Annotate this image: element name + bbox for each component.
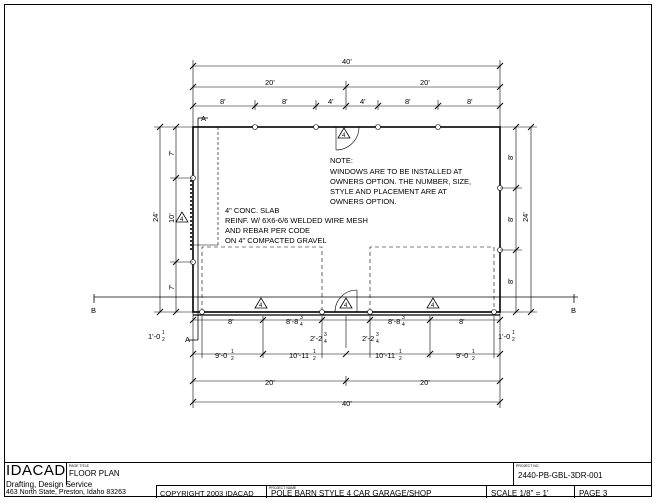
note-line-2: OWNERS OPTION. THE NUMBER, SIZE, [330,177,472,186]
section-mark-b-right: B [571,306,577,315]
bottom-dimensions [193,312,500,408]
door-top [336,127,359,150]
dim-row2-1: 9'-0 [215,351,228,360]
page-title: FLOOR PLAN [69,469,120,478]
frac-edge-right-num: 1 [512,330,515,336]
note-heading: NOTE: [330,156,353,165]
dim-row2-4: 9'-0 [456,351,469,360]
dim-top-seg-6: 8' [467,97,473,106]
page-number-cell [574,485,652,498]
frac-gap-right-num: 3 [376,332,379,338]
page-title-cell [66,463,266,485]
frac-row2-2-num: 1 [313,349,316,355]
dim-left-seg-2: 10' [167,213,176,223]
note-line-1: WINDOWS ARE TO BE INSTALLED AT [330,167,463,176]
dim-left-seg-3: 7' [167,284,176,290]
project-no-label: PROJECT NO. [516,464,540,468]
dim-right-overall: 24' [521,212,530,222]
slab-line-4: ON 4" COMPACTED GRAVEL [225,236,327,245]
project-name-cell [266,485,486,498]
project-name-label: PROJECT NAME [269,486,297,490]
frac-row2-2-den: 2 [313,356,316,362]
dim-top-overall: 40' [342,57,352,66]
dim-top-seg-4: 4' [360,97,366,106]
frac-row2-4-num: 1 [472,349,475,355]
dim-top-seg-5: 8' [405,97,411,106]
dim-right-seg-2: 8' [506,216,515,222]
page-number: PAGE 3 [579,489,608,498]
dim-left-overall: 24' [151,212,160,222]
scale-cell [486,485,574,498]
dim-right-seg-3: 8' [506,278,515,284]
dim-edge-left: 1'-0 [148,332,161,341]
callout-marker-2: 4 [180,217,184,223]
door-left [193,127,218,245]
frac-edge-left-den: 2 [162,337,165,343]
frac-edge-right-den: 2 [512,337,515,343]
slab-line-1: 4" CONC. SLAB [225,206,280,215]
dim-bottom-left-half: 20' [265,378,275,387]
dim-left-seg-1: 7' [167,150,176,156]
dim-bottom-seg-2: 8'-8 [286,317,299,326]
frac-row2-3-num: 1 [399,349,402,355]
slab-line-3: AND REBAR PER CODE [225,226,311,235]
dim-gap-right: 2'-2 [362,334,375,343]
dim-edge-right: 1'-0 [498,332,511,341]
frac-row2-3-den: 2 [399,356,402,362]
section-mark-a-top: A [201,114,207,123]
frac-gap-right-den: 4 [376,339,379,345]
company-logo: IDACAD [6,462,66,479]
frac-row2-1-den: 2 [231,356,234,362]
section-line-b [94,294,578,303]
project-no: 2440-PB-GBL-3DR-001 [518,471,603,480]
dim-top-left-half: 20' [265,78,275,87]
top-dimensions [193,60,500,127]
dim-top-seg-2: 8' [282,97,288,106]
section-mark-b-left: B [91,306,97,315]
company-line-2: 463 North State, Preston, Idaho 83263 [6,489,126,496]
frac-gap-left-den: 4 [324,339,327,345]
callout-marker-4: 4 [344,303,348,309]
frac-row2-4-den: 2 [472,356,475,362]
dim-top-right-half: 20' [420,78,430,87]
scale: SCALE 1/8" = 1' [491,489,549,498]
title-block [4,462,652,497]
frac-bottom-seg-3-den: 4 [402,322,405,328]
dim-bottom-right-half: 20' [420,378,430,387]
frac-gap-left-num: 3 [324,332,327,338]
note-line-3: STYLE AND PLACEMENT ARE AT [330,187,447,196]
dim-bottom-seg-4: 8' [459,317,465,326]
slab-line-2: REINF. W/ 6X6-6/6 WELDED WIRE MESH [225,216,368,225]
dim-bottom-seg-3: 8'-8 [388,317,401,326]
dim-right-seg-1: 8' [506,154,515,160]
copyright: COPYRIGHT 2003 IDACAD [160,489,254,498]
dim-row2-2: 10'-11 [289,351,310,360]
dim-gap-left: 2'-2 [310,334,323,343]
section-mark-a-bottom: A [185,335,191,344]
dim-bottom-overall: 40' [342,399,352,408]
frac-bottom-seg-2-den: 4 [300,322,303,328]
frac-row2-1-num: 1 [231,349,234,355]
frac-bottom-seg-3-num: 3 [402,315,405,321]
callout-marker-5: 4 [431,303,435,309]
dim-top-seg-1: 8' [220,97,226,106]
callout-marker-3: 4 [259,303,263,309]
dim-top-seg-3: 4' [328,97,334,106]
project-no-cell [513,463,652,485]
frac-edge-left-num: 1 [162,330,165,336]
copyright-cell [156,485,266,498]
frac-bottom-seg-2-num: 3 [300,315,303,321]
note-line-4: OWNERS OPTION. [330,197,397,206]
dim-bottom-seg-1: 8' [228,317,234,326]
page-title-label: PAGE TITLE [69,464,89,468]
company-line-1: Drafting, Design Service [6,480,93,489]
dim-row2-3: 10'-11 [375,351,396,360]
callout-marker-1: 4 [342,133,346,139]
project-name: POLE BARN STYLE 4 CAR GARAGE/SHOP [271,489,432,498]
